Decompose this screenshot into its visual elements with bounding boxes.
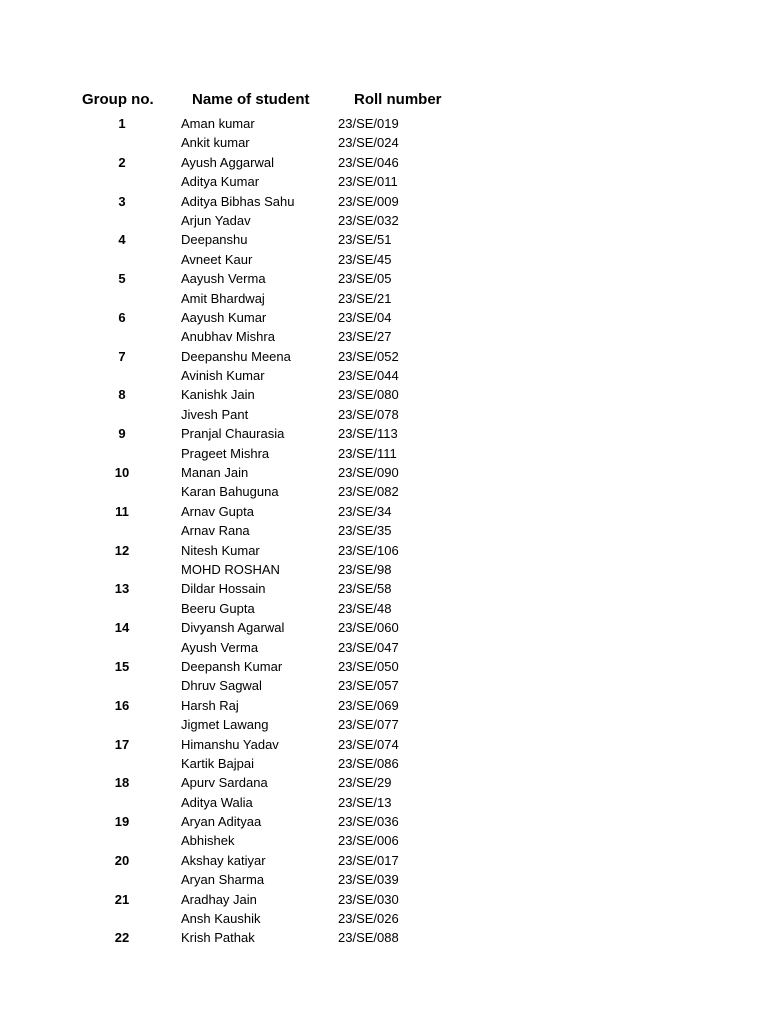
student-name-cell: Aman kumar (181, 116, 255, 131)
roll-number-cell: 23/SE/019 (338, 116, 399, 131)
table-row (0, 347, 768, 366)
table-row (0, 463, 768, 482)
student-name-cell: Nitesh Kumar (181, 542, 260, 558)
student-name-cell: Karan Bahuguna (181, 484, 279, 500)
student-name-cell: Dildar Hossain (181, 581, 266, 597)
student-name-cell: Deepanshu (181, 232, 248, 248)
table-row (0, 831, 768, 850)
table-row (0, 405, 768, 424)
group-number-cell: 5 (118, 271, 126, 287)
table-row (0, 638, 768, 657)
roll-number-cell: 23/SE/35 (338, 523, 392, 539)
student-name-cell: Avneet Kaur (181, 251, 253, 267)
header-group-no: Group no. (82, 91, 154, 108)
roll-number-cell: 23/SE/047 (338, 639, 399, 655)
roll-number-cell: 23/SE/032 (338, 212, 399, 228)
table-row (0, 735, 768, 754)
student-name-cell: Deepansh Kumar (181, 658, 283, 674)
group-number-cell: 14 (114, 620, 130, 636)
student-name-cell: Aryan Sharma (181, 872, 265, 888)
table-header (0, 91, 768, 113)
roll-number-cell: 23/SE/98 (338, 561, 392, 577)
roll-number-cell: 23/SE/026 (338, 911, 399, 927)
table-row (0, 192, 768, 211)
roll-number-cell: 23/SE/48 (338, 600, 392, 616)
header-roll-number: Roll number (354, 91, 442, 108)
table-row (0, 928, 768, 947)
table-row (0, 521, 768, 540)
roll-number-cell: 23/SE/13 (338, 794, 392, 810)
table-row (0, 676, 768, 695)
roll-number-cell: 23/SE/090 (338, 465, 399, 481)
group-number-cell: 17 (114, 736, 130, 752)
table-row (0, 812, 768, 831)
student-name-cell: Deepanshu Meena (181, 348, 291, 364)
group-number-cell: 6 (118, 309, 126, 325)
table-row (0, 385, 768, 404)
roll-number-cell: 23/SE/58 (338, 581, 392, 597)
table-row (0, 502, 768, 521)
student-name-cell: Himanshu Yadav (181, 736, 279, 752)
student-name-cell: Ayush Verma (181, 639, 259, 655)
group-number-cell: 20 (114, 852, 130, 868)
roll-number-cell: 23/SE/21 (338, 290, 392, 306)
roll-number-cell: 23/SE/060 (338, 620, 399, 636)
group-number-cell: 21 (114, 891, 130, 907)
student-name-cell: Kartik Bajpai (181, 755, 254, 771)
student-name-cell: Aayush Verma (181, 271, 266, 287)
group-number-cell: 4 (118, 232, 126, 248)
group-number-cell: 15 (114, 658, 130, 674)
roll-number-cell: 23/SE/050 (338, 658, 399, 674)
roll-number-cell: 23/SE/04 (338, 309, 392, 325)
student-name-cell: Ansh Kaushik (181, 911, 261, 927)
group-number-cell: 13 (114, 581, 130, 597)
student-name-cell: Aryan Adityaa (181, 814, 262, 830)
table-body (0, 114, 768, 948)
student-name-cell: Aditya Walia (181, 794, 253, 810)
roll-number-cell: 23/SE/006 (338, 833, 399, 849)
roll-number-cell: 23/SE/046 (338, 154, 399, 170)
table-row (0, 657, 768, 676)
roll-number-cell: 23/SE/086 (338, 755, 399, 771)
table-row (0, 289, 768, 308)
table-row (0, 541, 768, 560)
roll-number-cell: 23/SE/113 (338, 426, 398, 442)
roll-number-cell: 23/SE/017 (338, 852, 399, 868)
student-name-cell: Jivesh Pant (181, 406, 249, 422)
table-row (0, 153, 768, 172)
group-number-cell: 11 (115, 503, 129, 519)
group-number-cell: 7 (118, 348, 126, 364)
roll-number-cell: 23/SE/069 (338, 697, 399, 713)
student-name-cell: Jigmet Lawang (181, 717, 269, 733)
table-row (0, 715, 768, 734)
roll-number-cell: 23/SE/074 (338, 736, 399, 752)
table-row (0, 618, 768, 637)
student-name-cell: Arnav Gupta (181, 503, 254, 519)
roll-number-cell: 23/SE/106 (338, 542, 399, 558)
student-name-cell: Akshay katiyar (181, 852, 266, 868)
roll-number-cell: 23/SE/34 (338, 503, 392, 519)
group-number-cell: 2 (118, 154, 126, 170)
student-name-cell: Amit Bhardwaj (181, 290, 265, 306)
roll-number-cell: 23/SE/088 (338, 930, 399, 946)
table-row (0, 308, 768, 327)
roll-number-cell: 23/SE/044 (338, 368, 399, 384)
group-number-cell: 8 (118, 387, 126, 403)
table-row (0, 211, 768, 230)
table-row (0, 909, 768, 928)
student-name-cell: Avinish Kumar (181, 368, 265, 384)
group-number-cell: 19 (114, 814, 130, 830)
roll-number-cell: 23/SE/024 (338, 135, 399, 151)
roll-number-cell: 23/SE/052 (338, 348, 399, 364)
student-name-cell: Aditya Kumar (181, 174, 260, 190)
student-name-cell: Anubhav Mishra (181, 329, 275, 345)
table-row (0, 444, 768, 463)
group-number-cell: 18 (114, 775, 130, 791)
roll-number-cell: 23/SE/082 (338, 484, 399, 500)
roll-number-cell: 23/SE/29 (338, 775, 392, 791)
student-name-cell: MOHD ROSHAN (181, 561, 280, 577)
roll-number-cell: 23/SE/45 (338, 251, 392, 267)
roll-number-cell: 23/SE/036 (338, 814, 399, 830)
student-name-cell: Aayush Kumar (181, 309, 267, 325)
roll-number-cell: 23/SE/51 (338, 232, 392, 248)
table-row (0, 269, 768, 288)
group-number-cell: 10 (114, 465, 130, 481)
student-name-cell: Krish Pathak (181, 930, 255, 946)
table-row (0, 599, 768, 618)
roll-number-cell: 23/SE/078 (338, 406, 399, 422)
table-row (0, 754, 768, 773)
roll-number-cell: 23/SE/030 (338, 891, 399, 907)
table-row (0, 793, 768, 812)
table-row (0, 114, 768, 133)
student-name-cell: Arjun Yadav (181, 212, 251, 228)
student-name-cell: Manan Jain (181, 465, 249, 481)
table-row (0, 133, 768, 152)
student-name-cell: Beeru Gupta (181, 600, 255, 616)
roll-number-cell: 23/SE/077 (338, 717, 399, 733)
roll-number-cell: 23/SE/039 (338, 872, 399, 888)
group-number-cell: 12 (114, 542, 130, 558)
roll-number-cell: 23/SE/009 (338, 193, 399, 209)
table-row (0, 560, 768, 579)
student-name-cell: Dhruv Sagwal (181, 678, 262, 694)
roll-number-cell: 23/SE/111 (338, 445, 397, 461)
roll-number-cell: 23/SE/080 (338, 387, 399, 403)
student-name-cell: Aradhay Jain (181, 891, 257, 907)
table-row (0, 172, 768, 191)
group-number-cell: 9 (118, 426, 126, 442)
student-name-cell: Prageet Mishra (181, 445, 270, 461)
student-name-cell: Pranjal Chaurasia (181, 426, 285, 442)
group-number-cell: 16 (114, 697, 130, 713)
table-row (0, 424, 768, 443)
table-row (0, 890, 768, 909)
table-row (0, 230, 768, 249)
table-row (0, 870, 768, 889)
student-name-cell: Arnav Rana (181, 523, 250, 539)
student-name-cell: Kanishk Jain (181, 387, 255, 403)
roll-number-cell: 23/SE/05 (338, 271, 392, 287)
roll-number-cell: 23/SE/27 (338, 329, 392, 345)
student-name-cell: Divyansh Agarwal (181, 620, 285, 636)
roll-number-cell: 23/SE/011 (338, 174, 398, 190)
student-name-cell: Apurv Sardana (181, 775, 268, 791)
table-row (0, 579, 768, 598)
student-name-cell: Ayush Aggarwal (181, 154, 274, 170)
table-row (0, 327, 768, 346)
header-name-of-student: Name of student (192, 91, 310, 108)
roll-number-cell: 23/SE/057 (338, 678, 399, 694)
student-name-cell: Aditya Bibhas Sahu (181, 193, 295, 209)
table-row (0, 696, 768, 715)
student-name-cell: Ankit kumar (181, 135, 250, 151)
table-row (0, 366, 768, 385)
group-number-cell: 1 (118, 116, 126, 131)
group-number-cell: 22 (114, 930, 130, 946)
table-row (0, 482, 768, 501)
table-row (0, 851, 768, 870)
table-row (0, 250, 768, 269)
student-name-cell: Harsh Raj (181, 697, 239, 713)
group-number-cell: 3 (118, 193, 126, 209)
student-name-cell: Abhishek (181, 833, 235, 849)
table-row (0, 773, 768, 792)
